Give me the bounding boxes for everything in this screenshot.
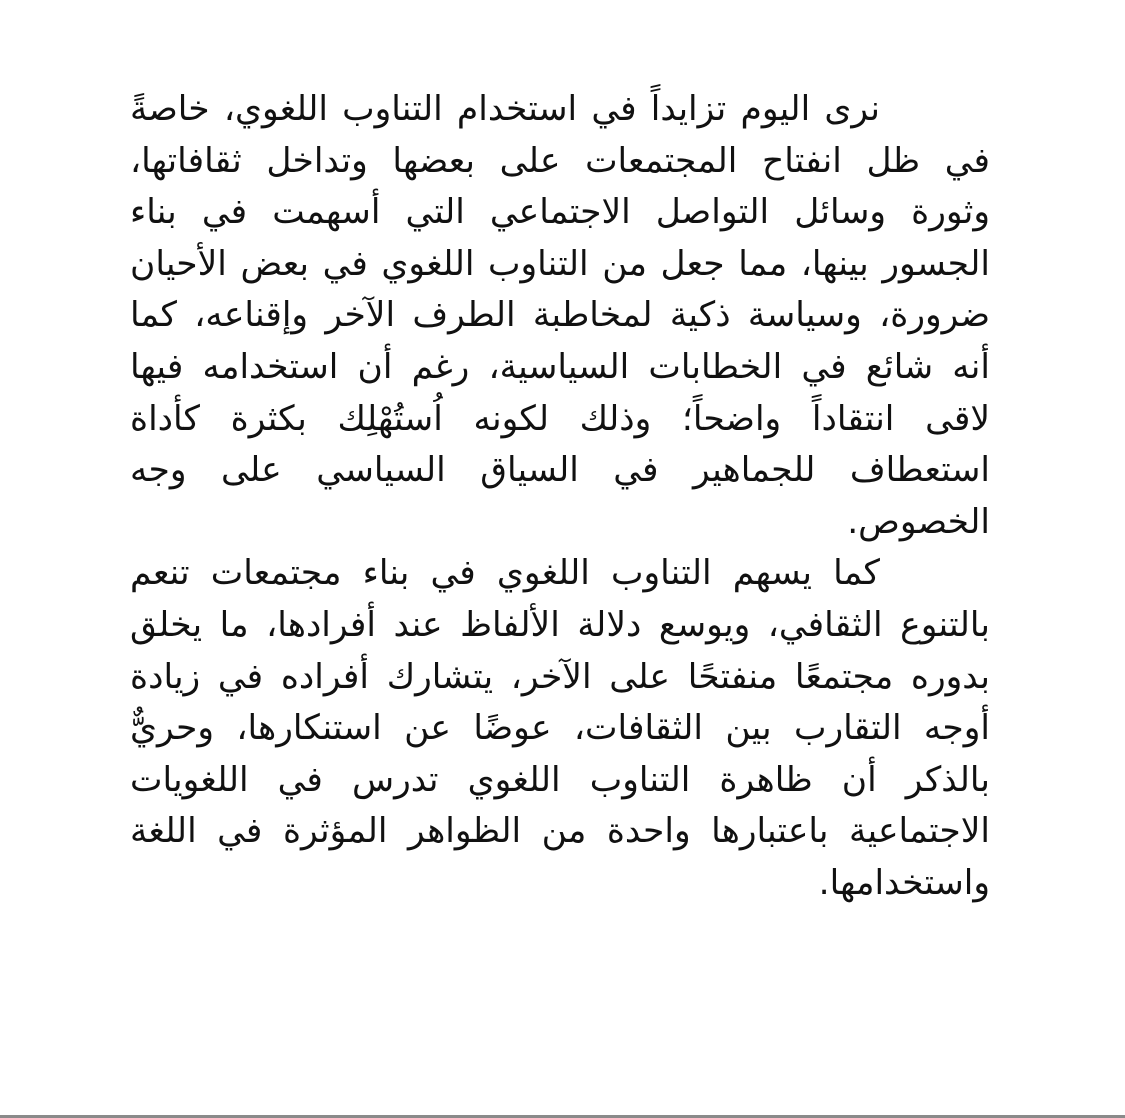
paragraph-2: كما يسهم التناوب اللغوي في بناء مجتمعات تنعم بالتنوع الثقافي، ويوسع دلالة الألفاظ عند أفرادها، ما يخلق بدوره مجتمعًا منفتحًا على الآخر، يتشارك أفراده في زيادة أوجه التقارب بين الثقافات، عوضًا عن استنكارها، وحريٌّ بالذكر أن ظاهرة التناوب اللغوي تدرس في اللغويات الاجتماعية باعتبارها واحدة من الظواهر المؤثرة في اللغة واستخدامها. <box>130 553 990 903</box>
paragraph-1: نرى اليوم تزايداً في استخدام التناوب اللغوي، خاصةً في ظل انفتاح المجتمعات على بعضها وتداخل ثقافاتها، وثورة وسائل التواصل الاجتماعي التي أسهمت في بناء الجسور بينها، مما جعل من التناوب اللغوي في بعض الأحيان ضرورة، وسياسة ذكية لمخاطبة الطرف الآخر وإقناعه، كما أنه شائع في الخطابات السياسية، رغم أن استخدامه فيها لاقى انتقاداً واضحاً؛ وذلك لكونه اُستُهْلِك بكثرة كأداة استعطاف للجماهير في السياق السياسي على وجه الخصوص. <box>130 89 990 542</box>
document-body <box>130 84 990 910</box>
